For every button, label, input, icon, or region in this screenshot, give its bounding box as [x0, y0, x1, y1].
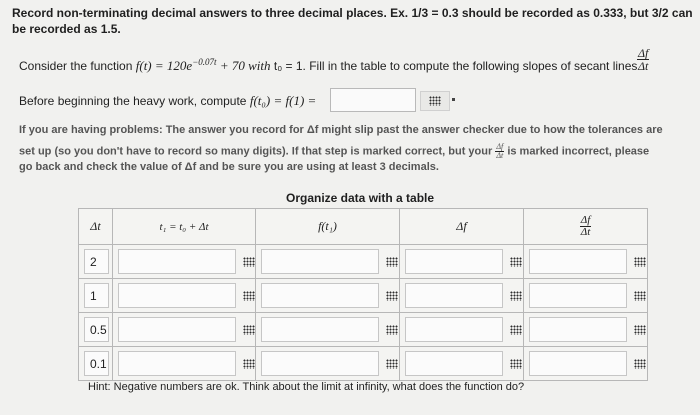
table-row: [79, 313, 648, 347]
warning-line-2b: is marked incorrect, please: [507, 145, 650, 158]
table-title: Organize data with a table: [286, 191, 435, 205]
keypad-icon[interactable]: [386, 359, 398, 369]
keypad-icon[interactable]: [634, 325, 646, 335]
warning-line-3: go back and check the value of Δf and be sure you are using at least 3 decimals.: [19, 161, 439, 173]
table-row: [79, 279, 648, 313]
table-header-row: [79, 209, 648, 245]
exponent: −0.07t: [192, 57, 217, 67]
f-t0-expr: f(t₀) = f(1) =: [249, 93, 317, 108]
keypad-icon[interactable]: [243, 359, 255, 369]
instructions-line-1: Record non-terminating decimal answers to three decimal places. Ex. 1/3 = 0.3 should be recorded as 0.333, but 3/2 can: [12, 6, 693, 20]
t1-input[interactable]: [118, 351, 236, 376]
warning-line-1: If you are having problems: The answer you record for Δf might slip past the answer checker due to how the tolerances are: [19, 124, 663, 136]
keypad-icon[interactable]: [386, 291, 398, 301]
fraction-denominator: Δt: [638, 59, 649, 73]
hint-text: Hint: Negative numbers are ok. Think about the limit at infinity, what does the function do?: [88, 381, 525, 393]
keypad-icon[interactable]: [386, 325, 398, 335]
t1-input[interactable]: [118, 317, 236, 342]
dt-cell: 0.1: [84, 351, 109, 376]
table-row: [79, 347, 648, 381]
function-expr: f(t) = 120e: [135, 58, 193, 73]
f-t1-input[interactable]: [261, 351, 379, 376]
df-input[interactable]: [405, 351, 503, 376]
header-df-dt: [524, 209, 648, 245]
secant-fraction: [637, 47, 649, 72]
keypad-icon[interactable]: [243, 257, 255, 267]
warning-frac-num: Δf: [496, 142, 504, 151]
header-frac-num: Δf: [580, 214, 591, 226]
df-dt-input[interactable]: [529, 317, 627, 342]
header-df: Δf: [400, 209, 524, 245]
consider-label: Consider the function: [19, 59, 133, 73]
df-input[interactable]: [405, 317, 503, 342]
warning-frac-den: Δt: [496, 151, 504, 160]
df-input[interactable]: [405, 283, 503, 308]
keypad-icon[interactable]: [634, 257, 646, 267]
instructions-line-2: be recorded as 1.5.: [12, 22, 121, 36]
f-t1-input[interactable]: [261, 317, 379, 342]
fraction-numerator: Δf: [638, 46, 649, 60]
keypad-icon[interactable]: [386, 257, 398, 267]
t0-text: t₀ = 1. Fill in the table to compute the following slopes of secant lines: [273, 59, 638, 73]
dt-cell: 1: [84, 283, 109, 308]
keypad-button-f-t0[interactable]: [420, 91, 450, 111]
period-dot: [452, 98, 455, 101]
function-plus: + 70 with: [219, 58, 271, 73]
header-t1: t₁ = t₀ + Δt: [113, 209, 256, 245]
keypad-icon[interactable]: [634, 291, 646, 301]
dt-cell: 2: [84, 249, 109, 274]
t1-input[interactable]: [118, 249, 236, 274]
keypad-icon[interactable]: [510, 291, 522, 301]
header-frac-den: Δt: [580, 226, 591, 238]
before-label-group: [19, 93, 316, 109]
f-t1-input[interactable]: [261, 283, 379, 308]
dt-cell: 0.5: [84, 317, 109, 342]
df-input[interactable]: [405, 249, 503, 274]
warning-line-2: [19, 143, 649, 160]
warning-line-2a: set up (so you don't have to record so many digits). If that step is marked correct, but your: [19, 145, 493, 158]
keypad-icon[interactable]: [510, 359, 522, 369]
keypad-icon[interactable]: [510, 257, 522, 267]
t1-input[interactable]: [118, 283, 236, 308]
keypad-icon[interactable]: [243, 325, 255, 335]
header-f-t1: f(t₁): [256, 209, 400, 245]
keypad-icon[interactable]: [510, 325, 522, 335]
data-table: [78, 208, 648, 381]
keypad-icon[interactable]: [243, 291, 255, 301]
f-t0-input[interactable]: [330, 88, 416, 112]
before-label: Before beginning the heavy work, compute: [19, 94, 247, 108]
header-dt: Δt: [79, 209, 113, 245]
keypad-icon: [429, 96, 441, 106]
keypad-icon[interactable]: [634, 359, 646, 369]
df-dt-input[interactable]: [529, 249, 627, 274]
df-dt-input[interactable]: [529, 351, 627, 376]
table-row: [79, 245, 648, 279]
problem-statement: [19, 57, 637, 74]
f-t1-input[interactable]: [261, 249, 379, 274]
df-dt-input[interactable]: [529, 283, 627, 308]
